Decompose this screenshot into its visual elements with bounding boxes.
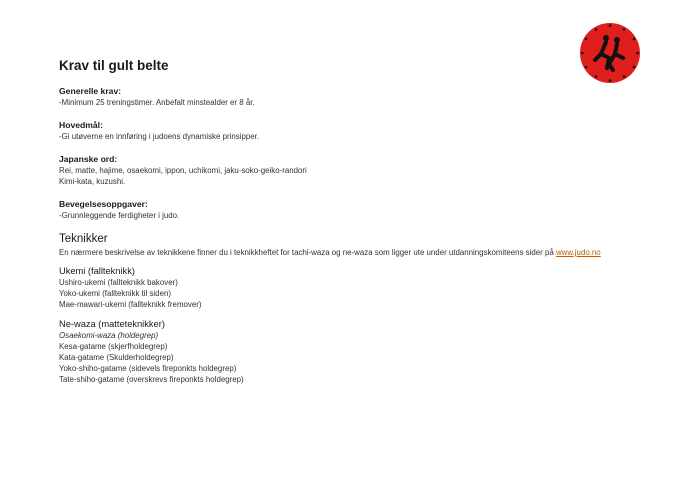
newaza-item: Kata-gatame (Skulderholdegrep) [59,353,174,362]
japanese-line-2: Kimi-kata, kuzushi. [59,177,126,186]
techniques-heading: Teknikker [59,233,108,245]
techniques-intro-text: En nærmere beskrivelse av teknikkene finner du i teknikkheftet for tachi-waza og ne-waza som ligger ute under utdanningskomiteens sider på [59,248,554,257]
ukemi-heading: Ukemi (fallteknikk) [59,266,135,276]
ukemi-item: Yoko-ukemi (fallteknikk til siden) [59,289,171,298]
ukemi-item: Mae-mawari-ukemi (fallteknikk fremover) [59,300,202,309]
ukemi-item: Ushiro-ukemi (fallteknikk bakover) [59,278,178,287]
goal-heading: Hovedmål: [59,120,103,130]
document-content [59,58,659,385]
japanese-line-1: Rei, matte, hajime, osaekomi, ippon, uchikomi, jaku-soko-geiko-randori [59,166,307,175]
newaza-item: Tate-shiho-gatame (overskrevs fireponkts holdegrep) [59,375,244,384]
techniques-intro [59,247,659,258]
newaza-subheading: Osaekomi-waza (holdegrep) [59,331,159,340]
judo-website-link[interactable]: www.judo.no [555,248,601,257]
newaza-heading: Ne-waza (matteteknikker) [59,319,165,329]
goal-text: -Gi utøverne en innføring i judoens dynamiske prinsipper. [59,132,259,141]
movement-heading: Bevegelsesoppgaver: [59,199,148,209]
movement-text: -Grunnleggende ferdigheter i judo. [59,211,180,220]
general-heading: Generelle krav: [59,86,122,96]
page-title: Krav til gult belte [59,58,169,73]
newaza-item: Yoko-shiho-gatame (sidevels fireponkts holdegrep) [59,364,237,373]
newaza-item: Kesa-gatame (skjerfholdegrep) [59,342,168,351]
japanese-heading: Japanske ord: [59,154,118,164]
general-text: -Minimum 25 treningstimer. Anbefalt minstealder er 8 år. [59,98,255,107]
